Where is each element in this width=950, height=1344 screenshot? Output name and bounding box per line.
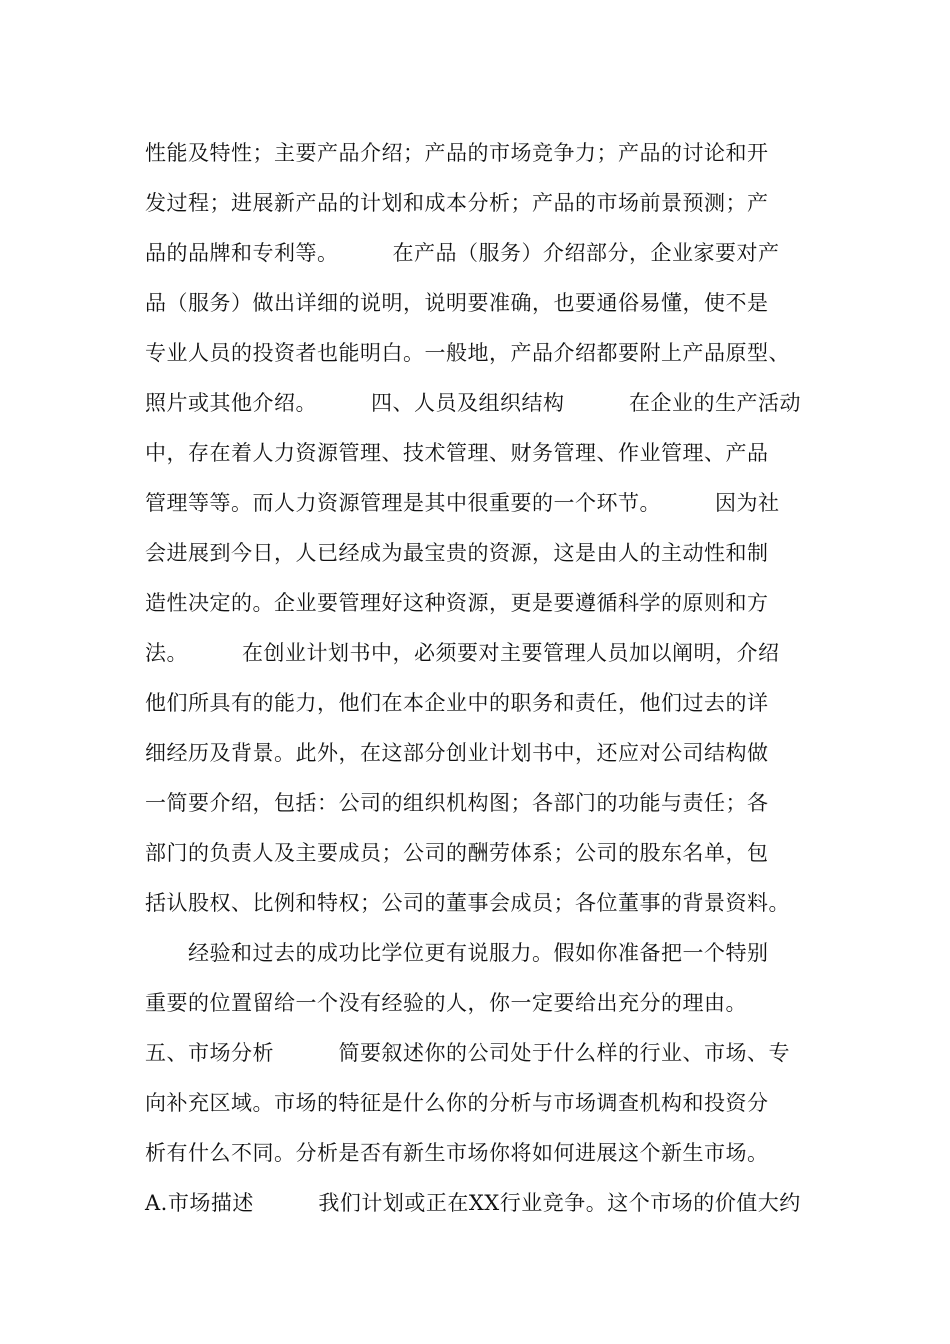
text-line: A.市场描述 我们计划或正在XX行业竞争。这个市场的价值大约	[145, 1191, 801, 1215]
text-line: 析有什么不同。分析是否有新生市场你将如何进展这个新生市场。	[145, 1141, 769, 1165]
text-line: 经验和过去的成功比学位更有说服力。假如你准备把一个特别	[145, 941, 769, 965]
text-line: 发过程；进展新产品的计划和成本分析；产品的市场前景预测；产	[145, 191, 769, 215]
text-line: 向补充区域。市场的特征是什么你的分析与市场调查机构和投资分	[145, 1091, 769, 1115]
text-line: 法。 在创业计划书中，必须要对主要管理人员加以阐明，介绍	[145, 641, 780, 665]
text-line: 管理等等。而人力资源管理是其中很重要的一个环节。 因为社	[145, 491, 780, 515]
text-line: 性能及特性；主要产品介绍；产品的市场竞争力；产品的讨论和开	[145, 141, 769, 165]
text-line: 品（服务）做出详细的说明，说明要准确，也要通俗易懂，使不是	[145, 291, 769, 315]
text-line: 造性决定的。企业要管理好这种资源，更是要遵循科学的原则和方	[145, 591, 769, 615]
text-line: 一简要介绍，包括：公司的组织机构图；各部门的功能与责任；各	[145, 791, 769, 815]
body-text	[145, 128, 825, 1228]
text-line: 照片或其他介绍。 四、人员及组织结构 在企业的生产活动	[145, 391, 801, 415]
text-line: 部门的负责人及主要成员；公司的酬劳体系；公司的股东名单，包	[145, 841, 769, 865]
text-line: 细经历及背景。此外，在这部分创业计划书中，还应对公司结构做	[145, 741, 769, 765]
text-line: 品的品牌和专利等。 在产品（服务）介绍部分，企业家要对产	[145, 241, 780, 265]
text-line: 专业人员的投资者也能明白。一般地，产品介绍都要附上产品原型、	[145, 341, 790, 365]
text-line: 会进展到今日，人已经成为最宝贵的资源，这是由人的主动性和制	[145, 541, 769, 565]
text-line: 括认股权、比例和特权；公司的董事会成员；各位董事的背景资料。	[145, 891, 790, 915]
text-line: 他们所具有的能力，他们在本企业中的职务和责任，他们过去的详	[145, 691, 769, 715]
text-line: 重要的位置留给一个没有经验的人，你一定要给出充分的理由。	[145, 991, 747, 1015]
text-line: 中，存在着人力资源管理、技术管理、财务管理、作业管理、产品	[145, 441, 769, 465]
text-line: 五、市场分析 简要叙述你的公司处于什么样的行业、市场、专	[145, 1041, 790, 1065]
